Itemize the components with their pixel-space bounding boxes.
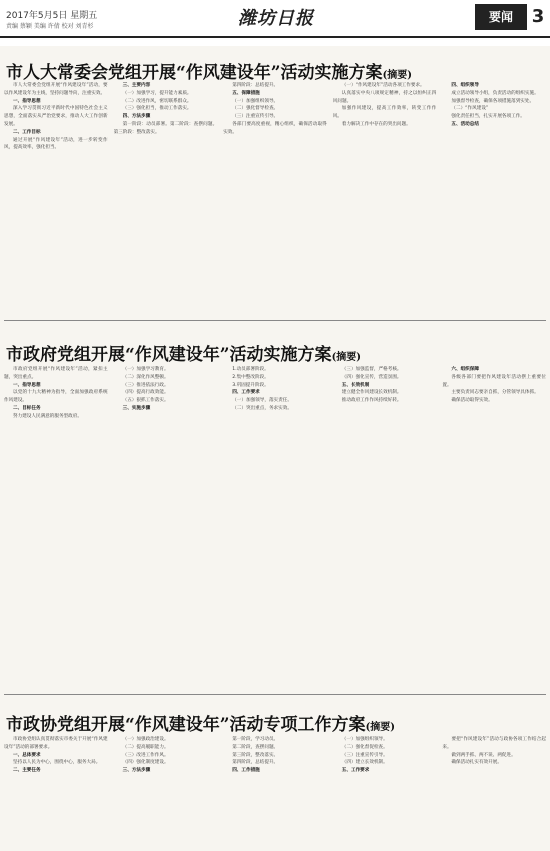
paragraph: 建立健全作风建设长效机制。 (341, 390, 402, 396)
paragraph: 一、指导思想 (13, 98, 41, 104)
paragraph: （二）突出重点，务求实效。 (232, 405, 292, 411)
paragraph: 三、方法步骤 (122, 768, 151, 774)
article-1-title: 市人大常委会党组开展“作风建设年”活动实施方案 (6, 63, 383, 83)
paragraph: 第一阶段：动员部署。第二阶段：查摆问题。第三阶段：整改落实。 (113, 121, 218, 135)
article-2-headline (6, 340, 361, 365)
article-column (114, 82, 218, 316)
paragraph: （一）加强政治建设。 (122, 737, 169, 742)
paragraph: 市政协党组认真贯彻落实市委关于开展“作风建设年”活动的部署要求。 (4, 737, 108, 750)
paragraph: 确保活动扎实有效开展。 (451, 760, 502, 766)
paragraph: 主要负责同志要亲自抓，分管领导具体抓。 (451, 390, 539, 396)
paragraph: （四）建立长效机制。 (341, 760, 388, 766)
paragraph: （三）强化担当，推动工作落实。 (122, 106, 192, 112)
article-column (442, 366, 546, 692)
paragraph: 一、指导思想 (13, 382, 41, 388)
article-column (333, 366, 437, 692)
paragraph: 深入学习贯彻习近平新时代中国特色社会主义思想，全面落实从严治党要求，推动人大工作创新发展。 (4, 106, 108, 127)
paragraph: 强化责任担当，扎实开展各项工作。 (451, 114, 525, 120)
paragraph: 各级各部门要把作风建设年活动摆上重要位置。 (442, 374, 546, 388)
paragraph: 做到两手抓、两不误、两促进。 (451, 752, 516, 758)
paragraph: 五、工作要求 (341, 768, 370, 774)
article-column (4, 82, 108, 316)
paragraph: （三）推进依法行政。 (122, 382, 169, 388)
paragraph: 第一阶段，学习动员。 (232, 737, 279, 742)
paragraph: （二）深化作风整顿。 (122, 374, 169, 380)
paragraph: （四）提高行政效能。 (122, 390, 169, 396)
article-column (4, 366, 108, 692)
paragraph: 第二阶段，查摆问题。 (232, 744, 279, 750)
paragraph: 五、保障措施 (232, 90, 260, 96)
article-2-title: 市政府党组开展“作风建设年”活动实施方案 (6, 345, 332, 365)
article-1-tag: (摘要) (382, 70, 413, 81)
article-column (442, 736, 546, 848)
divider (4, 320, 546, 321)
article-1-headline (6, 58, 412, 83)
paragraph: （三）注重宣传引导。 (232, 114, 279, 120)
paragraph: 二、主要任务 (13, 768, 41, 774)
article-2-tag: (摘要) (331, 352, 362, 363)
paragraph: （四）强化宣传，营造氛围。 (341, 374, 402, 380)
paragraph: （一）加强领导，落实责任。 (232, 398, 292, 404)
article-3-headline (6, 710, 395, 735)
article-column (114, 736, 218, 848)
article-column (223, 736, 327, 848)
paragraph: 推动政府工作作风持续好转。 (341, 398, 402, 404)
paragraph: 2.集中整改阶段。 (232, 374, 269, 380)
paragraph: 认真落实中央八项规定精神，持之以恒纠正四风问题。 (332, 90, 437, 104)
paragraph: （二）“作风建设” (451, 106, 489, 112)
paragraph: 第四阶段，总结提升。 (232, 760, 279, 766)
paragraph: 通过开展“作风建设年”活动，进一步转变作风，提高效率，强化担当。 (4, 137, 108, 151)
article-column (333, 82, 437, 316)
paragraph: （二）提高履职能力。 (122, 744, 169, 750)
divider (4, 694, 546, 695)
paragraph: （一）加强学习教育。 (122, 367, 169, 372)
paragraph: 五、长效机制 (341, 382, 370, 388)
newspaper-logo: 潍坊日报 (238, 8, 314, 29)
paragraph: （三）改进工作作风。 (122, 752, 169, 758)
paragraph: （二）改进作风，密切联系群众。 (122, 98, 192, 104)
paragraph: 一、总体要求 (13, 752, 41, 758)
article-3-title: 市政协党组开展“作风建设年”活动专项工作方案 (6, 715, 366, 735)
article-column (4, 736, 108, 848)
paragraph: （二）强化督促检查。 (341, 744, 388, 750)
article-2-body (4, 366, 546, 692)
paragraph: 五、活动总结 (451, 121, 479, 127)
article-column (223, 366, 327, 692)
paragraph: 成立活动领导小组，负责活动的组织实施。 (451, 90, 539, 96)
article-column (223, 82, 327, 316)
paragraph: （一）“作风建设年”活动各项工作要求。 (341, 83, 425, 88)
paragraph: （三）加强监督，严格考核。 (341, 367, 402, 372)
paragraph: （一）加强组织领导。 (232, 98, 279, 104)
article-column (442, 82, 546, 316)
paragraph: 三、实施步骤 (122, 405, 151, 411)
paragraph: 1.动员部署阶段。 (232, 367, 269, 372)
article-3-body (4, 736, 546, 848)
paragraph: 第四阶段：总结提升。 (232, 83, 279, 88)
paragraph: 四、工作要求 (232, 390, 260, 396)
paragraph: （五）狠抓工作落实。 (122, 398, 169, 404)
paragraph: 3.巩固提升阶段。 (232, 382, 269, 388)
section-label: 要闻 (475, 4, 527, 30)
paragraph: 各部门要高度重视，精心组织，确保活动取得实效。 (223, 121, 327, 135)
paragraph: 加强督导检查，确保各项措施落到实处。 (451, 98, 535, 104)
paragraph: 四、组织领导 (451, 83, 479, 88)
page-number: 3 (531, 6, 545, 27)
paragraph: （一）加强组织领导。 (341, 737, 388, 742)
article-column (333, 736, 437, 848)
paragraph: 确保活动取得实效。 (451, 398, 493, 404)
paragraph: 二、目标任务 (13, 405, 41, 411)
paragraph: 着力解决工作中存在的突出问题。 (341, 121, 411, 127)
paragraph: （三）注重宣传引导。 (341, 752, 388, 758)
paragraph: 二、工作目标 (13, 129, 41, 135)
paragraph: 以党的十九大精神为指导，全面加强政府系统作风建设。 (4, 390, 108, 404)
paragraph: （一）加强学习，提升能力素质。 (122, 90, 192, 96)
article-column (114, 366, 218, 692)
paragraph: 四、方法步骤 (122, 114, 151, 120)
paragraph: （四）强化制度建设。 (122, 760, 169, 766)
article-3-tag: (摘要) (365, 722, 396, 733)
paragraph: 要把“作风建设年”活动与政协各项工作结合起来。 (442, 737, 546, 750)
paragraph: 三、主要内容 (122, 83, 151, 88)
paragraph: （二）强化督导检查。 (232, 106, 279, 112)
paragraph: 努力建设人民满意的服务型政府。 (13, 413, 82, 419)
masthead (0, 0, 550, 46)
paragraph: 坚持以人民为中心，围绕中心，服务大局。 (13, 760, 101, 766)
paragraph: 加强作风建设，提高工作效率，转变工作作风。 (332, 106, 437, 120)
article-1-body (4, 82, 546, 316)
paragraph: 市政府党组开展“作风建设年”活动，紧扣主题，突出重点。 (4, 367, 108, 380)
paragraph: 第三阶段，整改落实。 (232, 752, 279, 758)
paragraph: 六、组织保障 (451, 367, 479, 372)
masthead-rule (0, 36, 550, 38)
paragraph: 四、工作措施 (232, 768, 260, 774)
paragraph: 市人大常委会党组开展“作风建设年”活动，要以作风建设年为主线，坚持问题导向，注重实效。 (4, 83, 108, 96)
editor-credits: 责编 蔡颖 美编 许倩 校对 刘青杉 (6, 23, 94, 30)
issue-date: 2017年5月5日 星期五 (6, 11, 98, 21)
